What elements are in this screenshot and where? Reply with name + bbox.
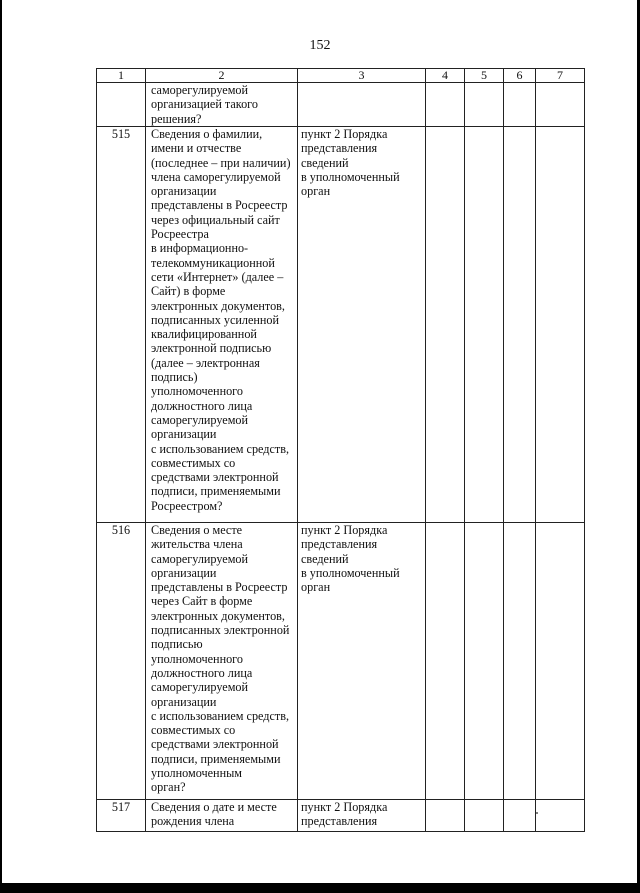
row-cell-4 <box>426 127 465 523</box>
row-cell-7 <box>536 127 585 523</box>
row-cell-7 <box>536 83 585 127</box>
header-col-1: 1 <box>97 69 146 83</box>
row-cell-5 <box>465 127 504 523</box>
row-cell-5 <box>465 800 504 832</box>
row-number: 515 <box>97 127 146 523</box>
row-cell-5 <box>465 523 504 800</box>
row-description: Сведения о фамилии, имени и отчестве (последнее – при наличии) члена саморегулируемой организации представлены в Росреестр через официальный сайт Росреестра в информационно- телекоммуникационной сети «Интернет» (далее – Сайт) в форме электронных документов, подписанных усиленной квалифицированной электронной подписью (далее – электронная подпись) уполномоченного должностного лица саморегулируемой организации с использованием средств, совместимых со средствами электронной подписи, применяемыми Росреестром? <box>146 127 298 523</box>
row-description: саморегулируемой организацией такого решения? <box>146 83 298 127</box>
scan-speck <box>536 812 538 814</box>
row-cell-6 <box>504 83 536 127</box>
header-col-2: 2 <box>146 69 298 83</box>
row-cell-4 <box>426 83 465 127</box>
row-cell-6 <box>504 800 536 832</box>
row-legal-reference: пункт 2 Порядка представления сведений в уполномоченный орган <box>298 523 426 800</box>
row-legal-reference <box>298 83 426 127</box>
row-number <box>97 83 146 127</box>
header-col-3: 3 <box>298 69 426 83</box>
header-col-6: 6 <box>504 69 536 83</box>
row-cell-7 <box>536 523 585 800</box>
row-number: 517 <box>97 800 146 832</box>
row-cell-4 <box>426 523 465 800</box>
row-cell-6 <box>504 523 536 800</box>
header-col-5: 5 <box>465 69 504 83</box>
page-number: 152 <box>309 38 331 53</box>
table-row <box>97 523 585 800</box>
table-row <box>97 83 585 127</box>
header-col-7: 7 <box>536 69 585 83</box>
row-legal-reference: пункт 2 Порядка представления <box>298 800 426 832</box>
table-row <box>97 800 585 832</box>
table-header-row <box>97 69 585 83</box>
row-number: 516 <box>97 523 146 800</box>
row-legal-reference: пункт 2 Порядка представления сведений в уполномоченный орган <box>298 127 426 523</box>
table-row <box>97 127 585 523</box>
row-cell-4 <box>426 800 465 832</box>
header-col-4: 4 <box>426 69 465 83</box>
row-cell-7 <box>536 800 585 832</box>
requirements-table <box>96 68 585 832</box>
row-description: Сведения о месте жительства члена саморегулируемой организации представлены в Росреестр через Сайт в форме электронных документов, подписанных электронной подписью уполномоченного должностного лица саморегулируемой организации с использованием средств, совместимых со средствами электронной подписи, применяемыми уполномоченным орган? <box>146 523 298 800</box>
row-cell-5 <box>465 83 504 127</box>
row-description: Сведения о дате и месте рождения члена <box>146 800 298 832</box>
row-cell-6 <box>504 127 536 523</box>
